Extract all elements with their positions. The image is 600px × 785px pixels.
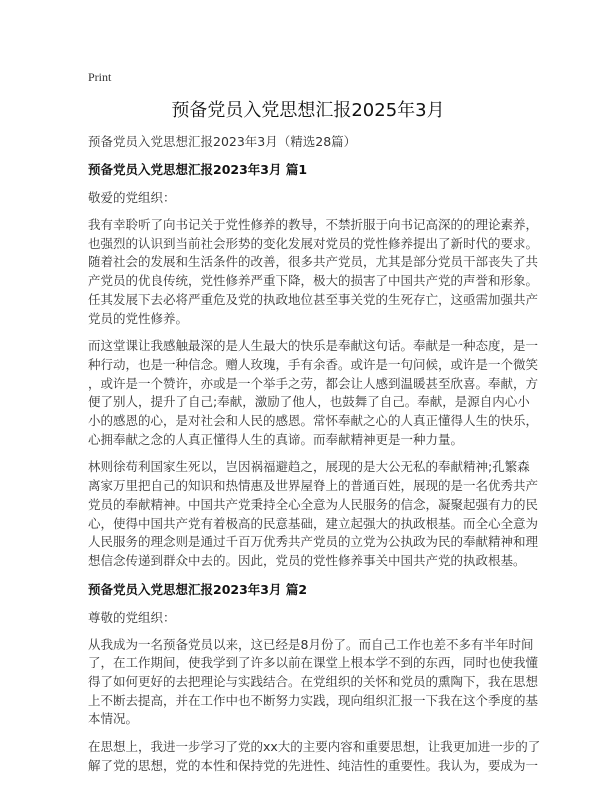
document-subtitle: 预备党员入党思想汇报2023年3月（精选28篇）	[88, 134, 357, 149]
section-heading: 预备党员入党思想汇报2023年3月 篇1	[88, 162, 308, 177]
paragraph-line: 得了如何更好的去把理论与实践结合。在党组织的关怀和党员的熏陶下，我在思想	[88, 674, 539, 690]
salutation: 尊敬的党组织：	[88, 609, 176, 625]
paragraph-line: 心，使得中国共产党有着极高的民意基础，建立起强大的执政根基。而全心全意为	[88, 515, 539, 531]
paragraph-line: 小的感恩的心，是对社会和人民的感恩。常怀奉献之心的人真正懂得人生的快乐，	[88, 413, 539, 429]
paragraph-line: 党员的奉献精神。中国共产党秉持全心全意为人民服务的信念，凝聚起强有力的民	[88, 496, 539, 512]
paragraph-line: 上不断去提高，并在工作中也不断努力实践，现向组织汇报一下我在这个季度的基	[88, 692, 539, 708]
paragraph	[88, 216, 539, 328]
paragraph	[88, 337, 539, 449]
paragraph-line: 我有幸聆听了向书记关于党性修养的教导，不禁折服于向书记高深的的理论素养，	[88, 217, 539, 232]
paragraph	[88, 636, 539, 730]
section-heading: 预备党员入党思想汇报2023年3月 篇2	[88, 581, 308, 597]
paragraph-line: 种行动，也是一种信念。赠人玫瑰，手有余香。或许是一句问候，或许是一个微笑	[88, 356, 539, 372]
paragraph-line: 本情况。	[88, 711, 139, 727]
paragraph-line: 解了党的思想，党的本性和保持党的先进性、纯洁性的重要性。我认为，要成为一	[88, 757, 539, 773]
paragraph-line: 想信念传递到群众中去的。因此，党员的党性修养事关中国共产党的执政根基。	[88, 552, 526, 568]
paragraph	[88, 458, 539, 570]
document-section	[88, 160, 539, 571]
document-section	[88, 580, 541, 776]
salutation: 敬爱的党组织：	[88, 190, 176, 205]
paragraph	[88, 738, 541, 775]
paragraph-line: 从我成为一名预备党员以来，这已经是8月份了。而自己工作也差不多有半年时间	[88, 636, 534, 652]
paragraph-line: 便了别人，提升了自己;奉献，激励了他人，也鼓舞了自己。奉献，是源自内心小	[88, 394, 530, 410]
document-body	[88, 160, 541, 776]
paragraph-line: 任其发展下去必将严重危及党的执政地位甚至事关党的生死存亡，这亟需加强共产	[88, 291, 539, 307]
paragraph-line: 随着社会的发展和生活条件的改善，很多共产党员，尤其是部分党员干部丧失了共	[88, 254, 539, 270]
paragraph-line: 离家万里把自己的知识和热情惠及世界屋脊上的普通百姓，展现的是一名优秀共产	[88, 478, 539, 494]
paragraph-line: 林则徐苟利国家生死以，岂因祸福避趋之，展现的是大公无私的奉献精神;孔繁森	[88, 459, 530, 475]
paragraph-line: 而这堂课让我感触最深的是人生最大的快乐是奉献这句话。奉献是一种态度，是一	[88, 338, 539, 354]
paragraph-line: 党员的党性修养。	[88, 310, 189, 326]
document-page	[88, 70, 541, 785]
paragraph-line: 人民服务的理念则是通过千百万优秀共产党员的立党为公执政为民的奉献精神和理	[88, 534, 539, 550]
paragraph-line: ，或许是一个赞许，亦或是一个举手之劳，都会让人感到温暖甚至欣喜。奉献，方	[88, 375, 539, 391]
paragraph-line: 在思想上，我进一步学习了党的xx大的主要内容和重要思想，让我更加进一步的了	[88, 739, 541, 755]
paragraph-line: 产党员的优良传统，党性修养严重下降，极大的损害了中国共产党的声誉和形象。	[88, 273, 539, 289]
document-title: 预备党员入党思想汇报2025年3月	[171, 100, 445, 121]
paragraph-line: 心拥奉献之念的人真正懂得人生的真谛。而奉献精神更是一种力量。	[88, 431, 464, 447]
paragraph-line: 也强烈的认识到当前社会形势的变化发展对党员的党性修养提出了新时代的要求。	[88, 235, 539, 251]
print-label[interactable]: Print	[88, 70, 112, 84]
paragraph-line: 了，在工作期间，使我学到了许多以前在课堂上根本学不到的东西，同时也使我懂	[88, 655, 539, 671]
